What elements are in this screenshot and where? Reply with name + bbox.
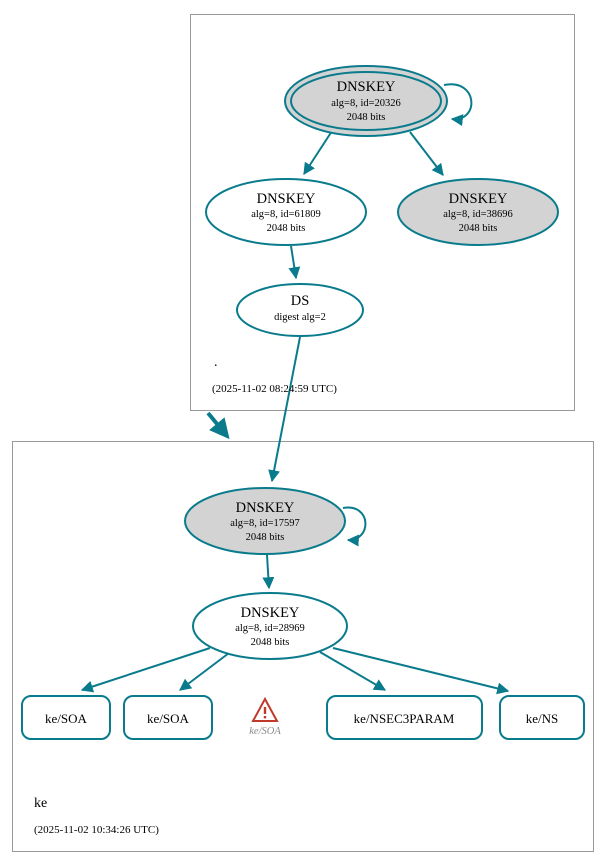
node-alg-id: alg=8, id=38696	[443, 209, 513, 220]
node-title: DNSKEY	[256, 191, 316, 207]
zone-label-ke: ke	[34, 796, 48, 811]
node-alg-id: alg=8, id=20326	[331, 98, 401, 109]
node-title: DNSKEY	[448, 191, 508, 207]
node-dnskey-38696[interactable]	[398, 179, 558, 245]
node-keysize: 2048 bits	[266, 223, 306, 234]
rrset-ke-soa-1[interactable]	[22, 696, 110, 739]
warning-bang-dot	[264, 716, 266, 718]
node-dnskey-61809[interactable]	[206, 179, 366, 245]
node-alg-id: alg=8, id=17597	[230, 518, 300, 529]
node-dnskey-20326[interactable]	[285, 66, 447, 136]
rrset-label: ke/SOA	[45, 711, 87, 726]
node-title: DNSKEY	[336, 79, 396, 95]
zone-timestamp-ke: (2025-11-02 10:34:26 UTC)	[34, 824, 159, 836]
rrset-label: ke/SOA	[147, 711, 189, 726]
node-keysize: 2048 bits	[250, 637, 290, 648]
node-keysize: 2048 bits	[346, 112, 386, 123]
zone-timestamp-root: (2025-11-02 08:24:59 UTC)	[212, 383, 337, 395]
node-dnskey-17597[interactable]	[185, 488, 345, 554]
node-digest-alg: digest alg=2	[274, 312, 326, 323]
node-alg-id: alg=8, id=28969	[235, 623, 305, 634]
rrset-ke-ns[interactable]	[500, 696, 584, 739]
rrset-ke-nsec3param[interactable]	[327, 696, 482, 739]
node-title: DS	[290, 293, 310, 309]
warning-bang-stem	[264, 707, 266, 714]
node-keysize: 2048 bits	[245, 532, 285, 543]
node-ds-digest-alg-2[interactable]	[237, 284, 363, 336]
node-title: DNSKEY	[240, 605, 300, 621]
rrset-ke-soa-2[interactable]	[124, 696, 212, 739]
warning-label: ke/SOA	[249, 726, 281, 737]
node-title: DNSKEY	[235, 500, 295, 516]
edge-zone-delegation	[208, 413, 227, 436]
rrset-label: ke/NSEC3PARAM	[353, 711, 455, 726]
node-keysize: 2048 bits	[458, 223, 498, 234]
rrset-label: ke/NS	[525, 711, 559, 726]
node-dnskey-28969[interactable]	[193, 593, 347, 659]
node-outline	[237, 284, 363, 336]
zone-label-root: .	[214, 355, 218, 370]
node-alg-id: alg=8, id=61809	[251, 209, 321, 220]
